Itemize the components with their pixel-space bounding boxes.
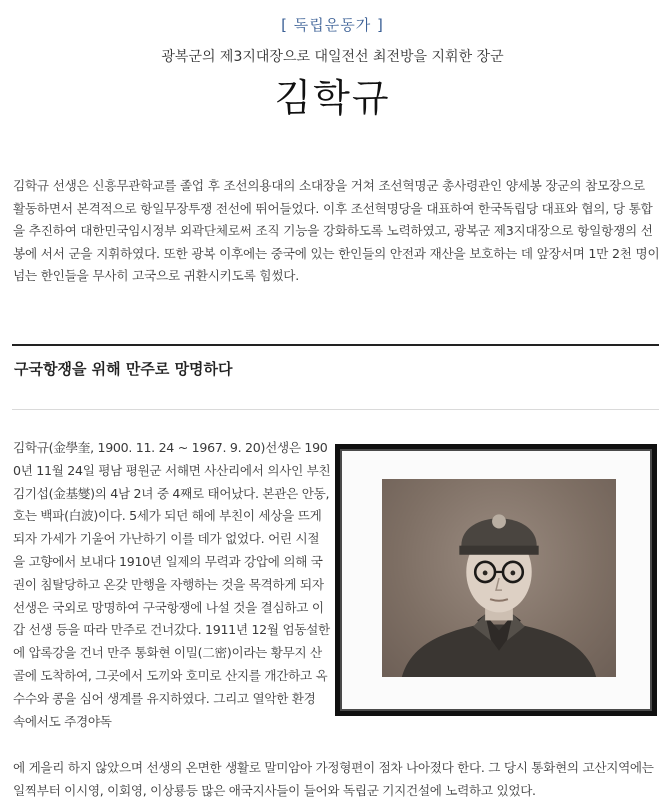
intro-paragraph: 김학규 선생은 신흥무관학교를 졸업 후 조선의용대의 소대장을 거쳐 조선혁명군 총사령관인 양세봉 장군의 참모장으로 활동하면서 본격적으로 항일무장투쟁 전선에 뛰어들었다. 이후 조선혁명당을 대표하여 한국독립당 대표와 협의, 당 통합을 추진하여 대한민국임시정부 외곽단체로써 조직 기능을 강화하도록 노력하였고, 광복군 제3지대장으로 항일항쟁의 선봉에 서서 군을 지휘하였다. 또한 광복 이후에는 중국에 있는 한인들의 안전과 재산을 보호하는 데 앞장서며 1만 2천 명이 넘는 한인들을 무사히 고국으로 귀환시키도록 힘썼다. — [13, 178, 660, 283]
portrait-photo — [382, 479, 616, 677]
page-subtitle: 광복군의 제3지대장으로 대일전선 최전방을 지휘한 장군 — [161, 49, 504, 65]
section-body-continuation: 에 게을리 하지 않았으며 선생의 온면한 생활로 말미암아 가정형편이 점차 나아졌다 한다. 그 당시 통화현의 고산지역에는 일찍부터 이시영, 이회영, 이상룡등 많은 애국지사들이 들어와 독립군 기지건설에 노력하고 있었다. — [13, 760, 654, 798]
portrait-frame — [335, 444, 657, 716]
section-divider-top — [12, 344, 659, 346]
section-title: 구국항쟁을 위해 만주로 망명하다 — [14, 360, 233, 378]
page-title: 김학규 — [274, 76, 391, 120]
section-divider-bottom — [12, 409, 659, 410]
portrait-mat — [340, 449, 652, 711]
category-label: [ 독립운동가 ] — [281, 16, 384, 34]
portrait-illustration — [382, 479, 616, 677]
section-body-paragraph: 김학규(金學奎, 1900. 11. 24 ~ 1967. 9. 20)선생은 1900년 11월 24일 평남 평원군 서해면 사산리에서 의사인 부친 김기섭(金基燮)의 4남 2녀 중 4째로 태어났다. 본관은 안동, 호는 백파(白波)이다. 5세가 되던 해에 부친이 세상을 뜨게 되자 가세가 기울어 가난하기 이를 데가 없었다. 어린 시절을 고향에서 보내다 1910년 일제의 무력과 강압에 의해 국권이 침탈당하고 온갖 만행을 자행하는 것을 목격하게 되자 선생은 국외로 망명하여 구국항쟁에 나설 것을 결심하고 이갑 선생 등을 따라 만주로 건너갔다. 1911년 12월 엄동설한에 압록강을 건너 만주 통화현 이밀(二密)이라는 황무지 산골에 도착하여, 그곳에서 도끼와 호미로 산지를 개간하고 옥수수와 콩을 심어 생계를 유지하였다. 그리고 열악한 환경 속에서도 주경야독 — [13, 440, 331, 729]
